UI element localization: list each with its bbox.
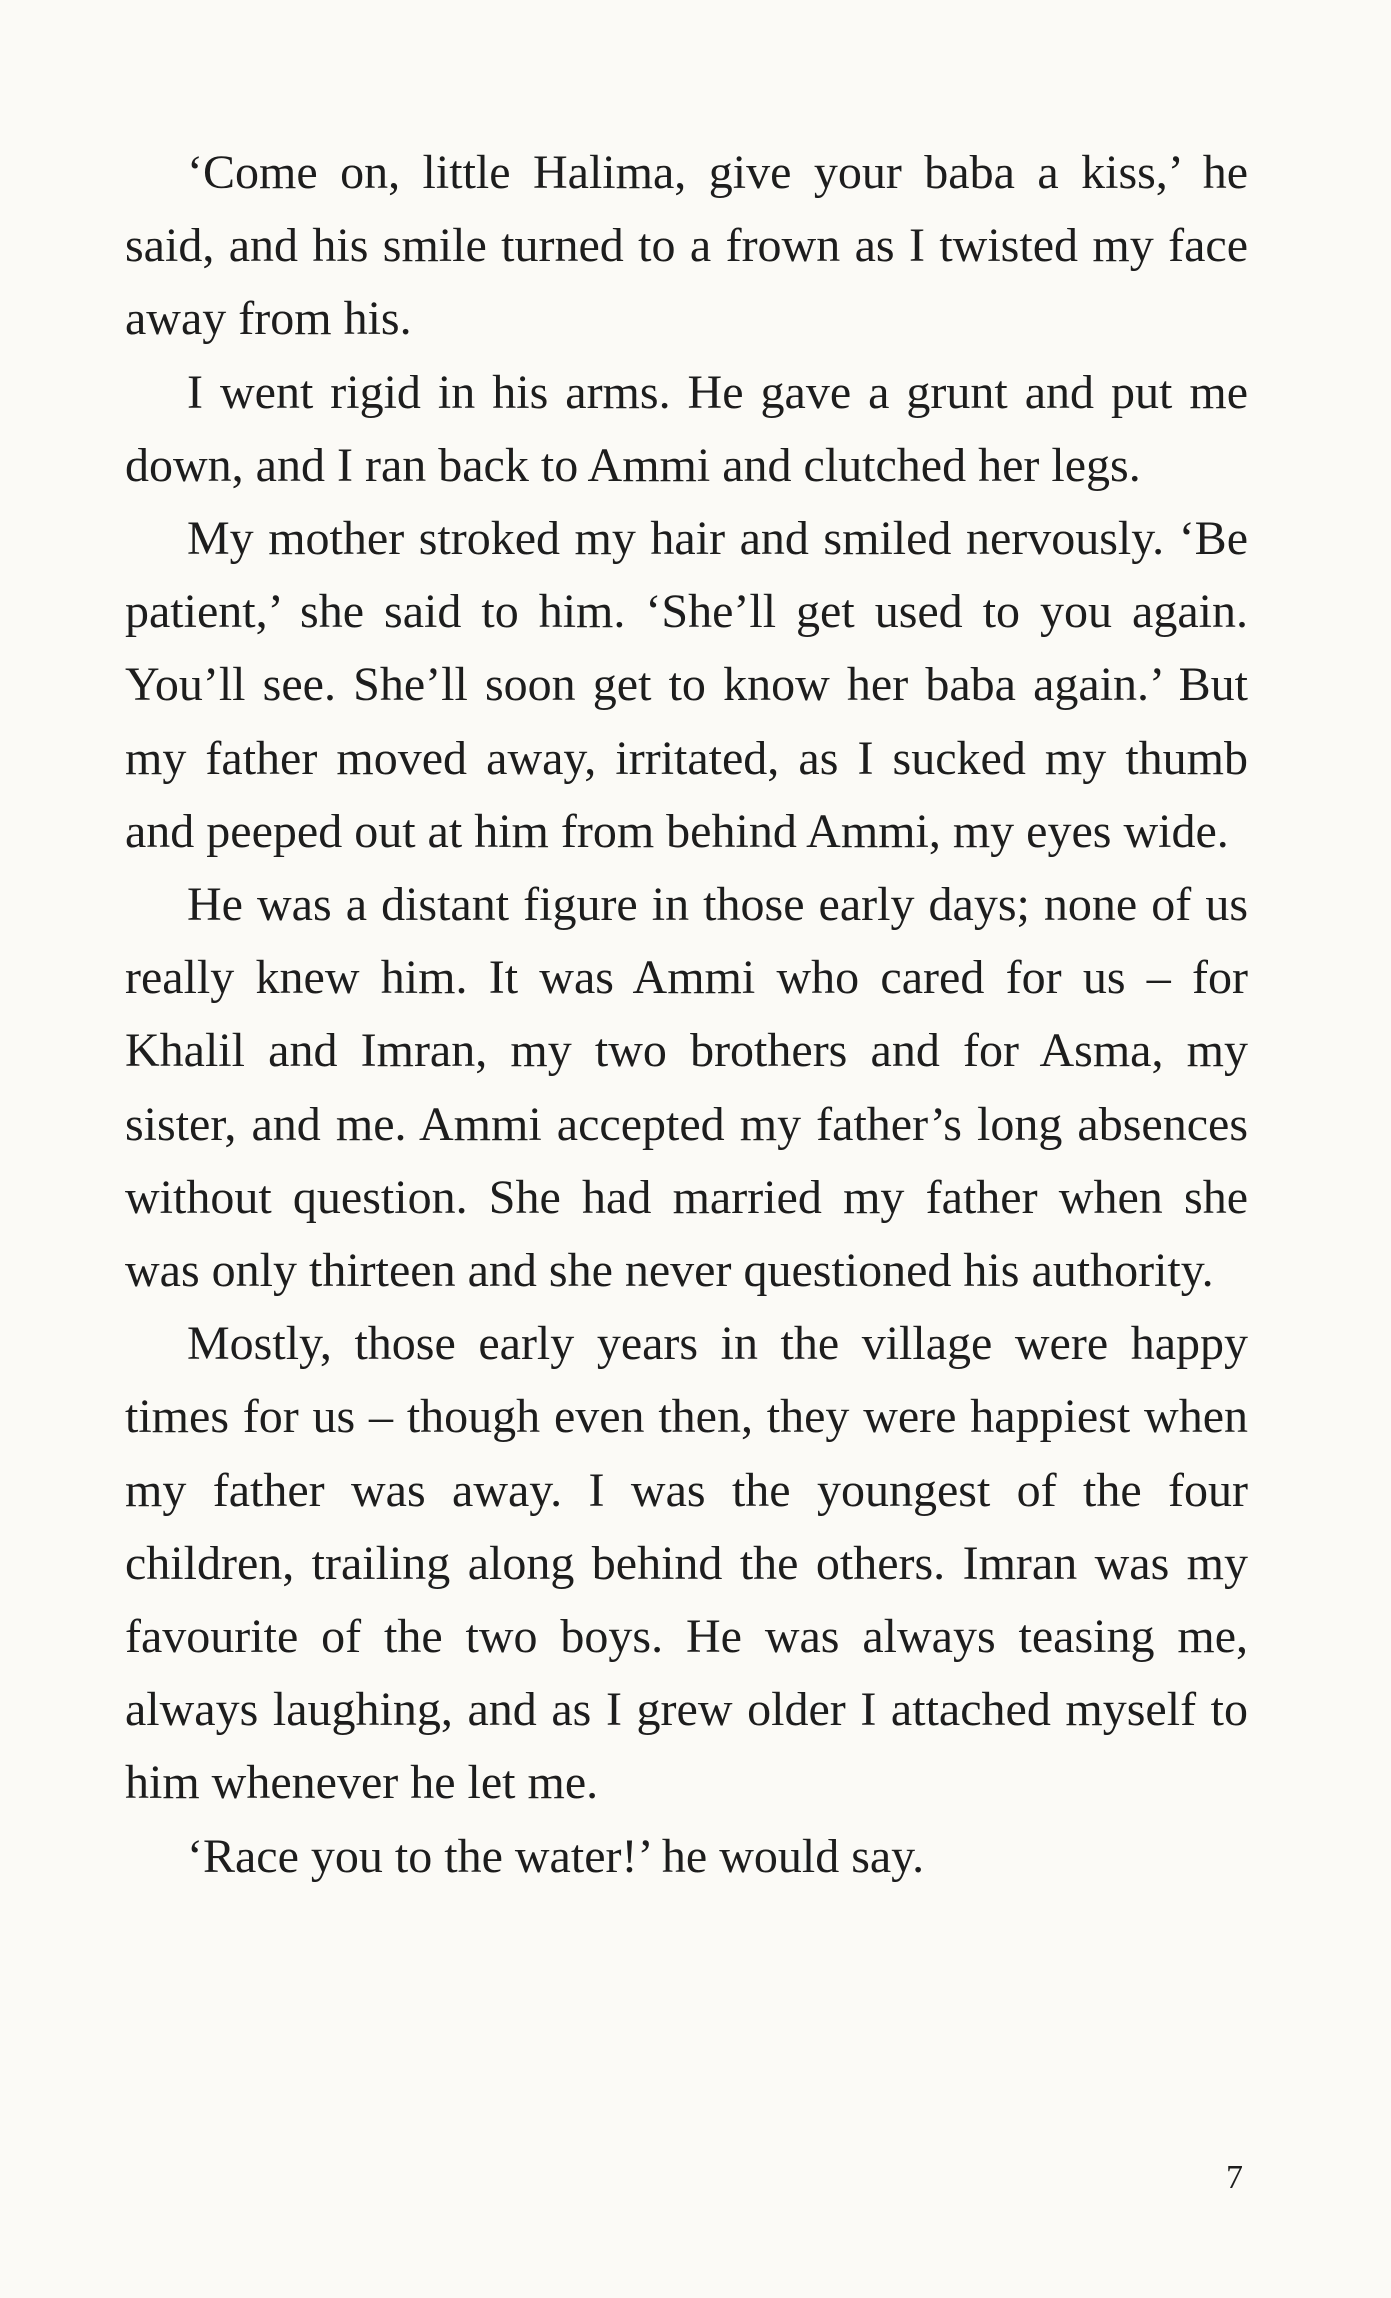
paragraph: My mother stroked my hair and smiled nervously. ‘Be patient,’ she said to him. ‘She’ll get used to you again. You’ll see. She’ll soon get to know her baba again.’ But my father moved away, irritated, as I sucked my thumb and peeped out at him from behind Ammi, my eyes wide. — [125, 512, 1248, 858]
paragraph: ‘Come on, little Halima, give your baba a kiss,’ he said, and his smile turned to a frown as I twisted my face away from his. — [125, 146, 1248, 346]
page-number: 7 — [1226, 2159, 1243, 2196]
paragraph: Mostly, those early years in the village were happy times for us – though even then, they were happiest when my father was away. I was the youngest of the four children, trailing along behind the others. Imran was my favourite of the two boys. He was always teasing me, always laughing, and as I grew older I attached myself to him whenever he let me. — [125, 1317, 1248, 1810]
paragraph: He was a distant figure in those early days; none of us really knew him. It was Ammi who cared for us – for Khalil and Imran, my two brothers and for Asma, my sister, and me. Ammi accepted my father’s long absences without question. She had married my father when she was only thirteen and she never questioned his authority. — [125, 878, 1248, 1298]
body-text — [125, 136, 1248, 1893]
paragraph: I went rigid in his arms. He gave a grunt and put me down, and I ran back to Ammi and clutched her legs. — [125, 365, 1248, 492]
paragraph: ‘Race you to the water!’ he would say. — [187, 1829, 925, 1883]
